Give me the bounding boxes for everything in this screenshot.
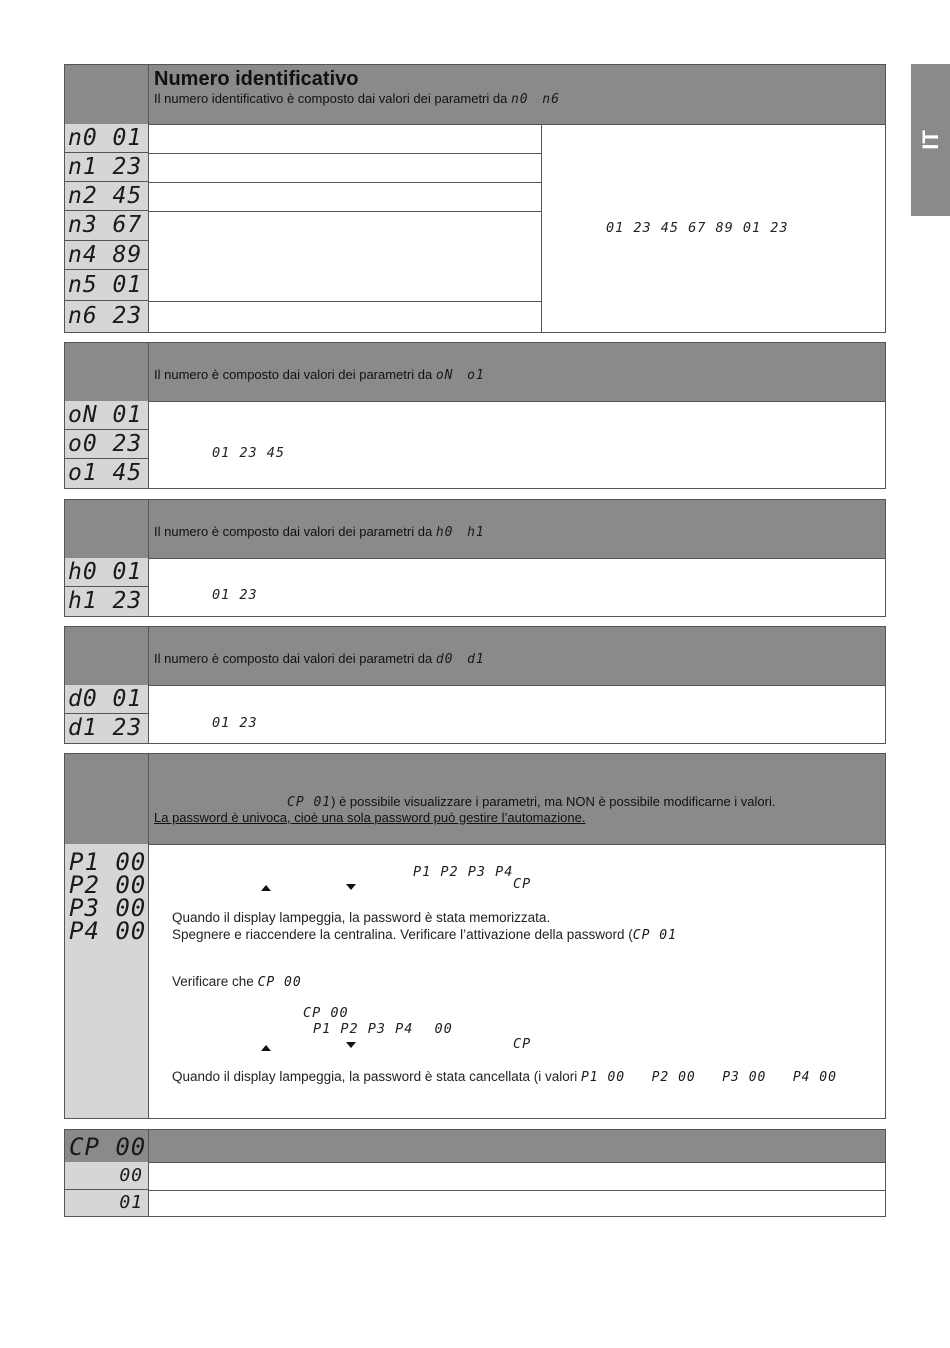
verify-text: Verificare che CP 00 [172, 974, 302, 990]
section-d-params [64, 626, 886, 744]
section-header [65, 754, 885, 845]
section-header [65, 65, 885, 125]
section-h-params [64, 499, 886, 617]
language-tab [911, 64, 950, 216]
password-header-line1: CP 01) è possibile visualizzare i parametri, ma NON è possibile modificarne i valori. [287, 794, 776, 810]
h-number-example: 01 23 [212, 587, 258, 603]
param-n6: n6 23 [68, 303, 143, 329]
section-subtitle: Il numero è composto dai valori dei parametri da d0 d1 [154, 651, 485, 667]
cp-header-code: CP 00 [69, 1133, 147, 1161]
arrow-up-icon [261, 1045, 271, 1051]
cp-row-01: 01 [119, 1192, 143, 1213]
set-cp-code: CP [513, 876, 532, 892]
password-header-line2: La password è univoca, cioè una sola password può gestire l’automazione. [154, 810, 586, 825]
language-tab-label: IT [917, 130, 943, 150]
param-d1: d1 23 [68, 715, 143, 741]
param-d0: d0 01 [65, 685, 149, 714]
param-o1: o1 45 [68, 460, 143, 486]
param-o0: o0 23 [65, 430, 149, 459]
param-column [65, 844, 149, 1118]
arrow-up-icon [261, 885, 271, 891]
param-n1: n1 23 [65, 153, 149, 182]
param-column [65, 1162, 149, 1216]
section-id-number [64, 64, 886, 333]
section-password [64, 753, 886, 1119]
section-o-params [64, 342, 886, 489]
param-n3: n3 67 [65, 211, 149, 241]
param-p2: P2 00 [69, 871, 147, 899]
cancel-params-code: P1 P2 P3 P4 00 [313, 1021, 453, 1037]
section-header [65, 343, 885, 402]
param-column [65, 558, 149, 616]
param-n5: n5 01 [65, 270, 149, 301]
id-number-example: 01 23 45 67 89 01 23 [606, 220, 789, 236]
section-subtitle: Il numero identificativo è composto dai valori dei parametri da n0 n6 [154, 91, 560, 107]
password-cancelled-text: Quando il display lampeggia, la password è stata cancellata (i valori P1 00 P2 00 P3 00 P4 00 [172, 1069, 837, 1085]
param-h0: h0 01 [65, 558, 149, 587]
set-params-code: P1 P2 P3 P4 [413, 864, 514, 880]
param-n0: n0 01 [65, 124, 149, 153]
password-saved-text: Quando il display lampeggia, la password è stata memorizzata. [172, 910, 551, 925]
param-column [65, 124, 149, 332]
param-p1: P1 00 [69, 848, 147, 876]
cancel-cp-code: CP 00 [303, 1005, 349, 1021]
o-number-example: 01 23 45 [212, 445, 286, 461]
param-column [65, 685, 149, 743]
param-p4: P4 00 [69, 917, 147, 945]
cancel-cp2-code: CP [513, 1036, 532, 1052]
param-n4: n4 89 [65, 241, 149, 270]
section-title: Numero identificativo [154, 68, 359, 90]
param-n2: n2 45 [65, 182, 149, 211]
arrow-down-icon [346, 884, 356, 890]
section-subtitle: Il numero è composto dai valori dei parametri da oN o1 [154, 367, 485, 383]
d-number-example: 01 23 [212, 715, 258, 731]
cp-row-00: 00 [65, 1162, 149, 1190]
section-header [65, 627, 885, 686]
arrow-down-icon [346, 1042, 356, 1048]
param-h1: h1 23 [68, 588, 143, 614]
cp-table-header [65, 1130, 885, 1163]
param-p3: P3 00 [69, 894, 147, 922]
section-header [65, 500, 885, 559]
restart-text: Spegnere e riaccendere la centralina. Verificare l’attivazione della password (CP 01 [172, 927, 677, 943]
param-oN: oN 01 [65, 401, 149, 430]
section-cp-table [64, 1129, 886, 1217]
param-column [65, 401, 149, 488]
section-subtitle: Il numero è composto dai valori dei parametri da h0 h1 [154, 524, 485, 540]
